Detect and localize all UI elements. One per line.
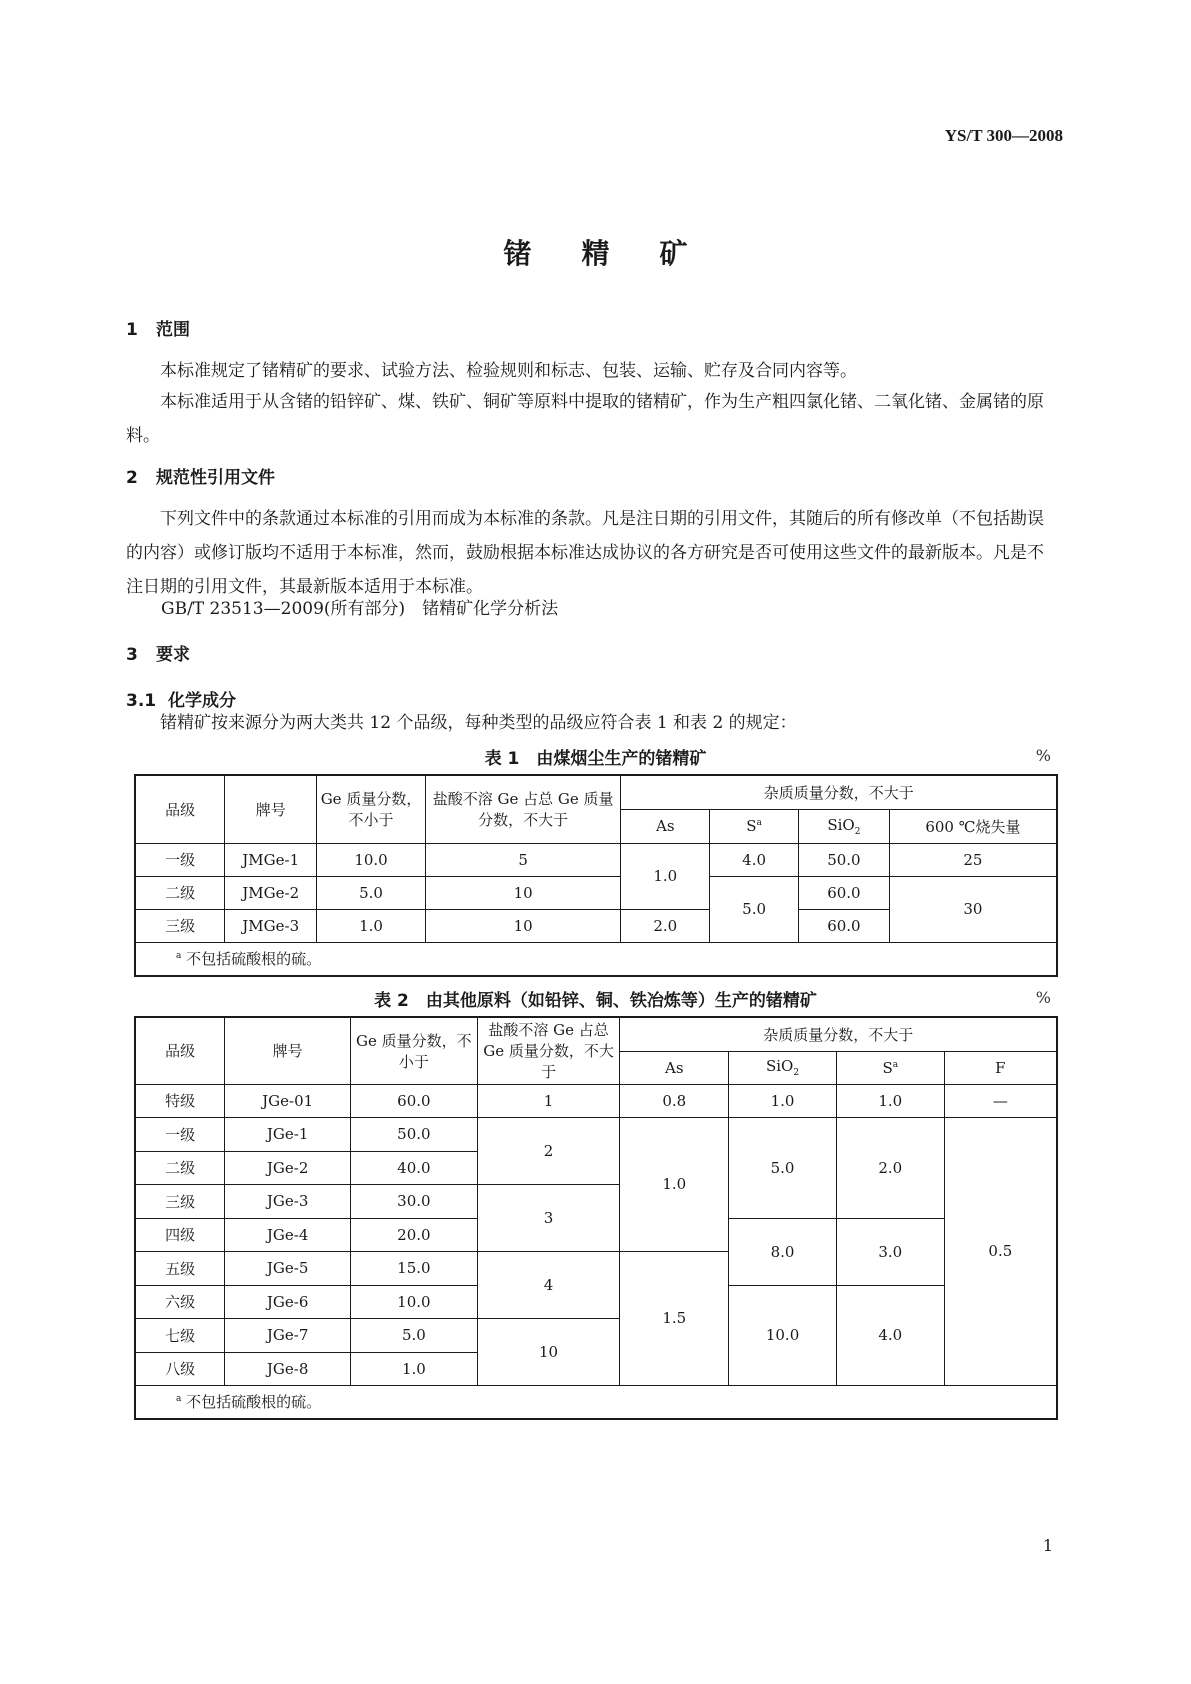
cell: 1: [477, 1084, 620, 1117]
cell: 0.8: [620, 1084, 729, 1117]
document-code: YS/T 300—2008: [944, 126, 1063, 145]
section-3-1-heading: 3.1 化学成分: [126, 691, 236, 711]
cell: JMGe-1: [225, 843, 317, 876]
cell: 二级: [135, 876, 225, 909]
cell: 1.0: [621, 843, 710, 909]
cell: 60.0: [799, 909, 890, 942]
section-2-heading: 2 规范性引用文件: [126, 468, 275, 488]
cell: JGe-8: [225, 1352, 351, 1385]
table-row: [135, 1117, 1057, 1151]
t2-header-sio2: SiO$_2$: [729, 1051, 837, 1084]
t1-header-ge: Ge 质量分数，不小于: [317, 775, 426, 843]
table-row: [135, 843, 1057, 876]
cell: 40.0: [351, 1151, 478, 1184]
table-1-unit: %: [1035, 746, 1051, 765]
cell: 60.0: [799, 876, 890, 909]
cell: 15.0: [351, 1251, 478, 1285]
cell: 5.0: [317, 876, 426, 909]
t2-header-s: $S^a$: [836, 1051, 944, 1084]
cell: 5: [425, 843, 621, 876]
t2-header-brand: 牌号: [225, 1017, 351, 1084]
page-title: 锗精矿: [503, 237, 738, 270]
cell: 4.0: [710, 843, 799, 876]
cell: 3: [477, 1184, 620, 1251]
cell: JMGe-3: [225, 909, 317, 942]
t1-header-brand: 牌号: [225, 775, 317, 843]
cell: 1.0: [351, 1352, 478, 1385]
t1-header-hcl: 盐酸不溶 Ge 占总 Ge 质量分数，不大于: [425, 775, 621, 843]
t2-header-hcl: 盐酸不溶 Ge 占总 Ge 质量分数，不大于: [477, 1017, 620, 1084]
t1-header-as: As: [621, 809, 710, 843]
table-row: [135, 876, 1057, 909]
cell: 3.0: [836, 1218, 944, 1285]
table-1: [134, 774, 1058, 977]
cell: 10.0: [317, 843, 426, 876]
cell: 30.0: [351, 1184, 478, 1218]
cell: JGe-6: [225, 1285, 351, 1318]
cell: 四级: [135, 1218, 225, 1251]
cell: 10: [477, 1318, 620, 1385]
cell: 1.0: [836, 1084, 944, 1117]
normative-reference: GB/T 23513—2009(所有部分) 锗精矿化学分析法: [161, 599, 559, 619]
cell: 三级: [135, 909, 225, 942]
section-2-paragraph-1: 下列文件中的条款通过本标准的引用而成为本标准的条款。凡是注日期的引用文件，其随后的所有修改单（不包括勘误的内容）或修订版均不适用于本标准，然而，鼓励根据本标准达成协议的各方研究是否可使用这些文件的最新版本。凡是不注日期的引用文件，其最新版本适用于本标准。: [126, 509, 1044, 597]
cell: JGe-2: [225, 1151, 351, 1184]
cell: 特级: [135, 1084, 225, 1117]
cell: 2.0: [836, 1117, 944, 1218]
cell: 0.5: [944, 1117, 1057, 1385]
t2-header-grade: 品级: [135, 1017, 225, 1084]
cell: 八级: [135, 1352, 225, 1385]
cell: 1.0: [729, 1084, 837, 1117]
cell: 50.0: [351, 1117, 478, 1151]
cell: 1.0: [620, 1117, 729, 1251]
t1-header-impurities: 杂质质量分数，不大于: [621, 775, 1057, 809]
section-3-heading: 3 要求: [126, 645, 190, 665]
cell: JGe-7: [225, 1318, 351, 1352]
t2-footnote: $^a$ 不包括硫酸根的硫。: [135, 1385, 1057, 1419]
cell: 一级: [135, 843, 225, 876]
cell: 三级: [135, 1184, 225, 1218]
cell: 一级: [135, 1117, 225, 1151]
cell: 1.5: [620, 1251, 729, 1385]
cell: JGe-1: [225, 1117, 351, 1151]
page-number: 1: [1042, 1536, 1053, 1555]
cell: JGe-01: [225, 1084, 351, 1117]
t1-header-s: $S^a$: [710, 809, 799, 843]
cell: 10.0: [729, 1285, 837, 1385]
cell: 4.0: [836, 1285, 944, 1385]
cell: 5.0: [729, 1117, 837, 1218]
t1-footnote: $^a$ 不包括硫酸根的硫。: [135, 942, 1057, 976]
cell: 10: [425, 876, 621, 909]
cell: —: [944, 1084, 1057, 1117]
table-2-caption: 表 2 由其他原料（如铅锌、铜、铁冶炼等）生产的锗精矿: [374, 991, 817, 1011]
cell: 10.0: [351, 1285, 478, 1318]
t2-header-ge: Ge 质量分数，不小于: [351, 1017, 478, 1084]
t1-header-grade: 品级: [135, 775, 225, 843]
cell: 10: [425, 909, 621, 942]
table-2-unit: %: [1035, 988, 1051, 1007]
cell: 1.0: [317, 909, 426, 942]
t2-header-impurities: 杂质质量分数，不大于: [620, 1017, 1057, 1051]
cell: 4: [477, 1251, 620, 1318]
cell: 2.0: [621, 909, 710, 942]
t2-header-f: F: [944, 1051, 1057, 1084]
cell: JGe-4: [225, 1218, 351, 1251]
cell: 七级: [135, 1318, 225, 1352]
cell: 20.0: [351, 1218, 478, 1251]
cell: 8.0: [729, 1218, 837, 1285]
cell: 60.0: [351, 1084, 478, 1117]
cell: 六级: [135, 1285, 225, 1318]
cell: 30: [889, 876, 1057, 942]
cell: 5.0: [710, 876, 799, 942]
cell: 2: [477, 1117, 620, 1184]
section-3-1-paragraph: 锗精矿按来源分为两大类共 12 个品级，每种类型的品级应符合表 1 和表 2 的规定：: [160, 713, 797, 733]
table-2: [134, 1016, 1058, 1420]
t1-header-sio2: SiO$_2$: [799, 809, 890, 843]
t1-header-loss: 600 ℃烧失量: [889, 809, 1057, 843]
section-1-paragraph-2: 本标准适用于从含锗的铅锌矿、煤、铁矿、铜矿等原料中提取的锗精矿，作为生产粗四氯化锗、二氧化锗、金属锗的原料。: [126, 392, 1044, 446]
table-1-caption: 表 1 由煤烟尘生产的锗精矿: [484, 749, 707, 769]
section-1-paragraph-1: 本标准规定了锗精矿的要求、试验方法、检验规则和标志、包装、运输、贮存及合同内容等。: [160, 361, 857, 381]
cell: 50.0: [799, 843, 890, 876]
t2-header-as: As: [620, 1051, 729, 1084]
cell: 二级: [135, 1151, 225, 1184]
table-row: [135, 1084, 1057, 1117]
cell: 5.0: [351, 1318, 478, 1352]
cell: JMGe-2: [225, 876, 317, 909]
cell: 五级: [135, 1251, 225, 1285]
cell: JGe-3: [225, 1184, 351, 1218]
section-1-heading: 1 范围: [126, 320, 190, 340]
cell: 25: [889, 843, 1057, 876]
cell: JGe-5: [225, 1251, 351, 1285]
